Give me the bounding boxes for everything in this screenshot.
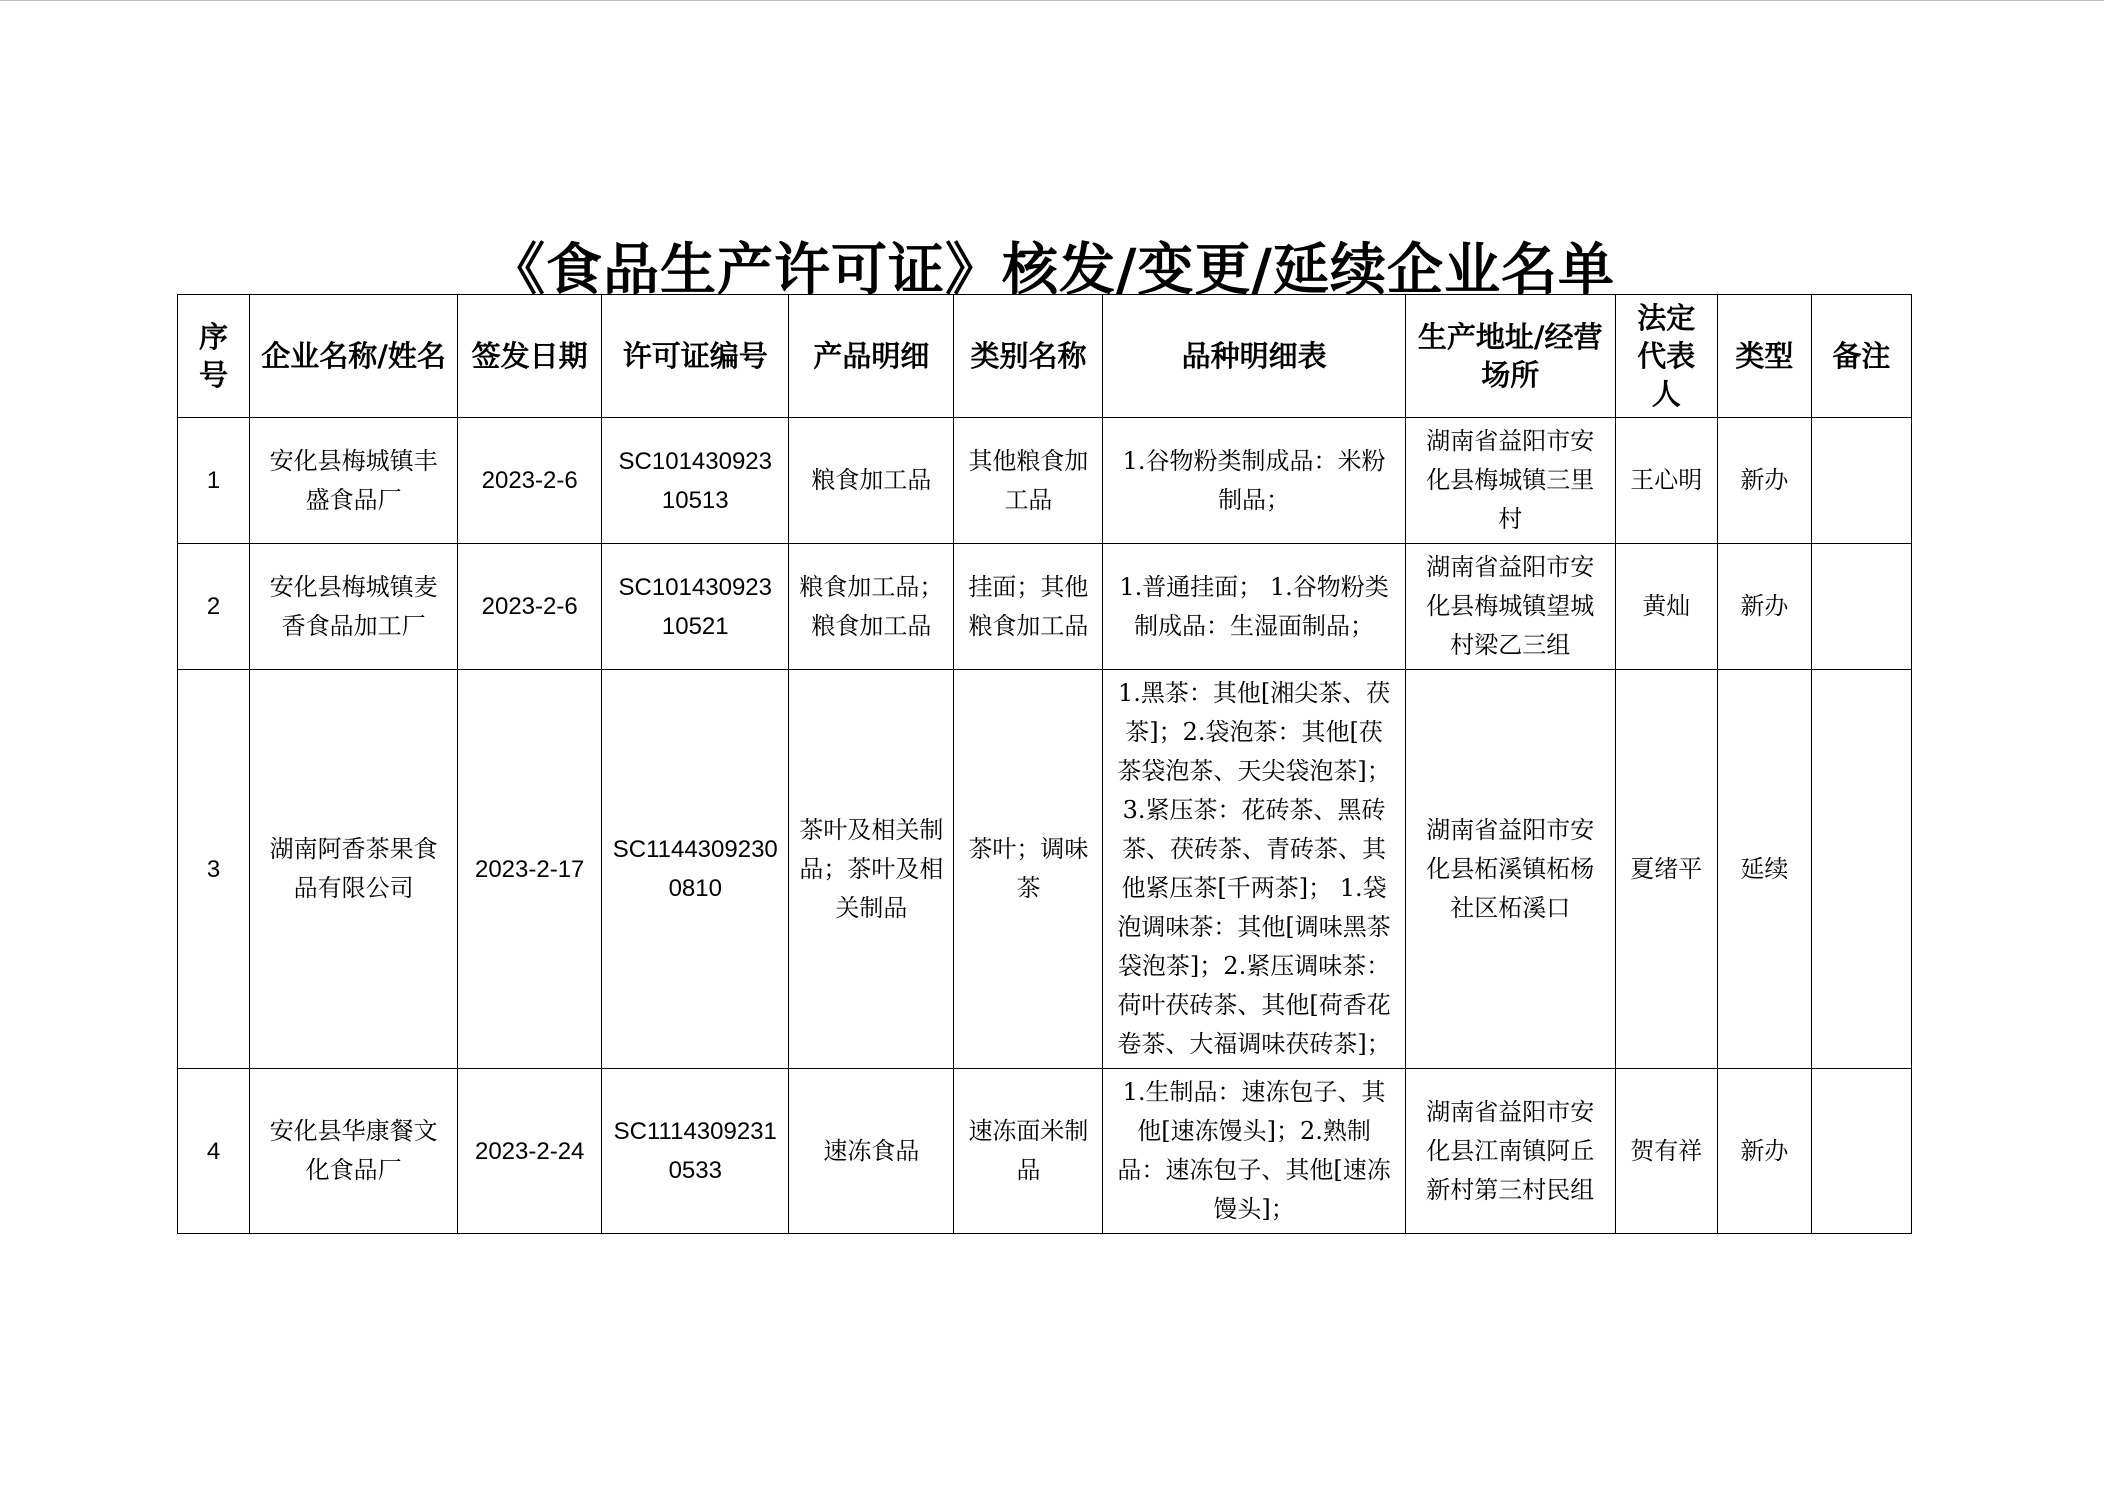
cell-remark: [1811, 1069, 1911, 1234]
cell-company: 安化县梅城镇麦香食品加工厂: [250, 544, 458, 670]
header-product: 产品明细: [789, 295, 954, 418]
table-row: [178, 1069, 1912, 1234]
cell-seq: 4: [178, 1069, 250, 1234]
license-table: [177, 294, 1912, 1234]
cell-type: 新办: [1717, 544, 1811, 670]
header-type: 类型: [1717, 295, 1811, 418]
page-title: 《食品生产许可证》核发/变更/延续企业名单: [489, 236, 1615, 303]
header-varieties: 品种明细表: [1103, 295, 1405, 418]
cell-legal-rep: 王心明: [1615, 418, 1717, 544]
cell-address: 湖南省益阳市安化县江南镇阿丘新村第三村民组: [1405, 1069, 1615, 1234]
table-row: [178, 544, 1912, 670]
header-company: 企业名称/姓名: [250, 295, 458, 418]
page-top-border: [0, 0, 2104, 1]
cell-category: 挂面；其他粮食加工品: [954, 544, 1103, 670]
cell-type: 延续: [1717, 670, 1811, 1069]
cell-remark: [1811, 418, 1911, 544]
header-address: 生产地址/经营场所: [1405, 295, 1615, 418]
header-license: 许可证编号: [602, 295, 789, 418]
cell-category: 速冻面米制品: [954, 1069, 1103, 1234]
cell-type: 新办: [1717, 418, 1811, 544]
cell-category: 茶叶；调味茶: [954, 670, 1103, 1069]
cell-license: SC10143092310521: [602, 544, 789, 670]
table-header-row: [178, 295, 1912, 418]
cell-product: 粮食加工品: [789, 418, 954, 544]
cell-varieties: 1.生制品：速冻包子、其他[速冻馒头]；2.熟制品：速冻包子、其他[速冻馒头]；: [1103, 1069, 1405, 1234]
cell-seq: 3: [178, 670, 250, 1069]
cell-category: 其他粮食加工品: [954, 418, 1103, 544]
cell-date: 2023-2-24: [458, 1069, 602, 1234]
cell-license: SC11443092300810: [602, 670, 789, 1069]
cell-seq: 2: [178, 544, 250, 670]
cell-license: SC11143092310533: [602, 1069, 789, 1234]
header-remark: 备注: [1811, 295, 1911, 418]
cell-company: 安化县华康餐文化食品厂: [250, 1069, 458, 1234]
cell-varieties: 1.普通挂面； 1.谷物粉类制成品：生湿面制品；: [1103, 544, 1405, 670]
header-legal-rep: 法定代表人: [1615, 295, 1717, 418]
cell-legal-rep: 夏绪平: [1615, 670, 1717, 1069]
header-date: 签发日期: [458, 295, 602, 418]
cell-legal-rep: 贺有祥: [1615, 1069, 1717, 1234]
cell-legal-rep: 黄灿: [1615, 544, 1717, 670]
cell-product: 速冻食品: [789, 1069, 954, 1234]
cell-varieties: 1.谷物粉类制成品：米粉制品；: [1103, 418, 1405, 544]
cell-date: 2023-2-6: [458, 418, 602, 544]
cell-remark: [1811, 544, 1911, 670]
cell-varieties: 1.黑茶：其他[湘尖茶、茯茶]；2.袋泡茶：其他[茯茶袋泡茶、天尖袋泡茶]；3.紧压茶：花砖茶、黑砖茶、茯砖茶、青砖茶、其他紧压茶[千两茶]； 1.袋泡调味茶：其他[调味黑茶袋泡茶]；2.紧压调味茶：荷叶茯砖茶、其他[荷香花卷茶、大福调味茯砖茶]；: [1103, 670, 1405, 1069]
cell-type: 新办: [1717, 1069, 1811, 1234]
cell-address: 湖南省益阳市安化县柘溪镇柘杨社区柘溪口: [1405, 670, 1615, 1069]
cell-date: 2023-2-6: [458, 544, 602, 670]
cell-date: 2023-2-17: [458, 670, 602, 1069]
cell-product: 茶叶及相关制品；茶叶及相关制品: [789, 670, 954, 1069]
cell-remark: [1811, 670, 1911, 1069]
cell-address: 湖南省益阳市安化县梅城镇望城村梁乙三组: [1405, 544, 1615, 670]
cell-seq: 1: [178, 418, 250, 544]
cell-license: SC10143092310513: [602, 418, 789, 544]
table-row: [178, 418, 1912, 544]
header-category: 类别名称: [954, 295, 1103, 418]
cell-product: 粮食加工品；粮食加工品: [789, 544, 954, 670]
cell-address: 湖南省益阳市安化县梅城镇三里村: [1405, 418, 1615, 544]
header-seq: 序号: [178, 295, 250, 418]
table-row: [178, 670, 1912, 1069]
cell-company: 湖南阿香茶果食品有限公司: [250, 670, 458, 1069]
cell-company: 安化县梅城镇丰盛食品厂: [250, 418, 458, 544]
